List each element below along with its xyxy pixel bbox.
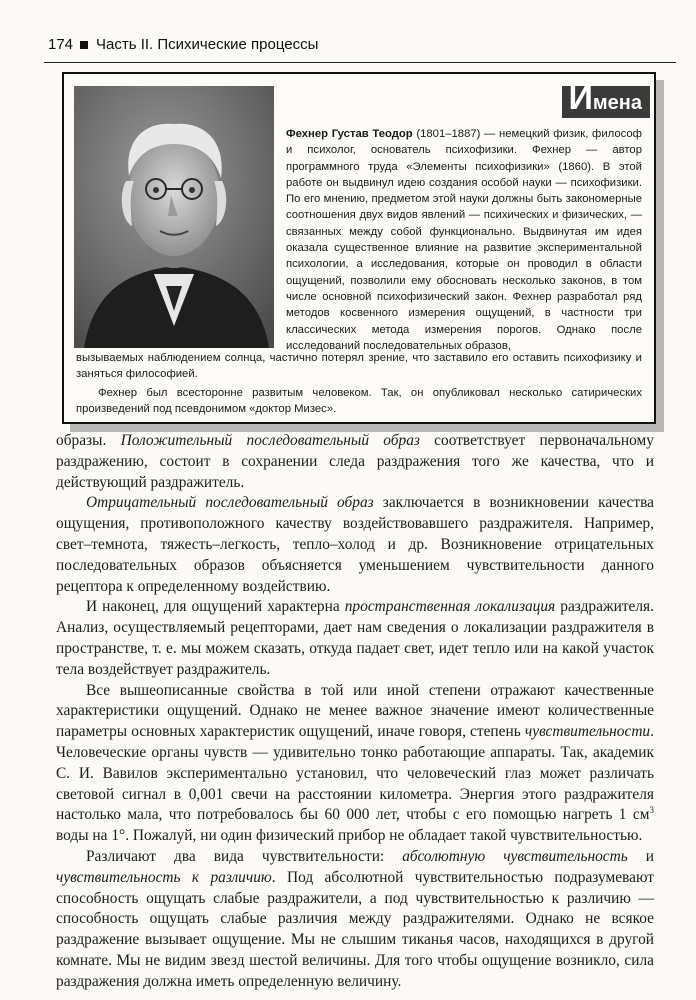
badge-rest: мена xyxy=(592,92,642,114)
bio-person-name: Фехнер Густав Теодор xyxy=(286,128,413,140)
paragraph-2 xyxy=(56,493,654,597)
paragraph-5 xyxy=(56,847,654,993)
portrait-photo xyxy=(74,86,274,348)
p5-text-c: и xyxy=(627,847,654,865)
bio-text-bottom xyxy=(76,350,642,417)
p1-text-a: образы. xyxy=(56,432,121,449)
paragraph-1 xyxy=(56,431,654,493)
p5-text-e: . Под абсолютной чувствительностью подразумевают способность ощущать слабые раздражители, а под чувствительностью к различию — способность ощущать слабые различия между раздражителями. Однако не всякое раздражение вызывает ощущение. Мы не слышим тиканья часов, находящихся в другой комнате. Мы не видим звезд шестой величины. Для того чтобы ощущение возникло, сила раздражения должна иметь определенную величину. xyxy=(56,868,655,990)
square-bullet-icon xyxy=(80,41,88,49)
p2-text-b: заключается в возникновении качества ощущения, противоположного качеству воздействовавшего раздражителя. Например, свет–темнота, тяжесть–легкость, тепло–холод и др. Возникновение отрицательных последовательных образов объясняется уменьшением чувствительности данного рецептора к определенному воздействию. xyxy=(56,494,654,595)
term-difference-sensitivity: чувствительность к различию xyxy=(56,868,272,886)
running-header xyxy=(48,36,318,53)
names-badge xyxy=(562,79,650,118)
bio-text-1: (1801–1887) — немецкий физик, философ и психолог, основатель психофизики. Фехнер — автор программного труда «Элементы психофизики» (1860). В этой работе он выдвинул идею создания особой науки — психофизики. По его мнению, предметом этой науки должны быть закономерные соотношения двух видов явлений — психических и физических, — связанных между собой функционально. Выдвинутая им идея оказала существенное влияние на развитие экспериментальной психологии, а исследования, которые он проводил в области ощущений, позволили ему обосновать несколько законов, в том числе основной психофизический закон. Фехнер разработал ряд методов косвенного измерения ощущений, в частности три классических метода измерения порогов. Однако после исследований последовательных образов, xyxy=(286,128,642,352)
bio-paragraph-3: Фехнер был всесторонне развитым человеком. Так, он опубликовал несколько сатирических произведений под псевдонимом «доктор Мизес». xyxy=(76,386,642,415)
header-rule xyxy=(44,62,676,63)
bio-paragraph-1 xyxy=(286,126,642,354)
p3-text-c: раздражителя. Анализ, осуществляемый рецепторами, дает нам сведения о локализации раздражителя в пространстве, т. е. мы можем сказать, откуда падает свет, идет тепло или на какой участок тела воздействует раздражитель. xyxy=(56,598,654,678)
p3-text-a: И наконец, для ощущений характерна xyxy=(86,598,345,616)
term-negative-afterimage: Отрицательный последовательный образ xyxy=(86,494,374,512)
page-number: 174 xyxy=(48,36,74,53)
term-positive-afterimage: Положительный последовательный образ xyxy=(120,432,420,449)
p4-text-d: воды на 1°. Пожалуй, ни один физический прибор не обладает такой чувствительностью. xyxy=(56,827,643,845)
bio-paragraph-2: вызываемых наблюдением солнца, частично потерял зрение, что заставило его оставить психофизику и заняться философией. xyxy=(76,352,642,381)
p1-text-c: соответствует первоначальному раздражению, состоит в сохранении следа раздражения того же качества, что и действующий раздражитель. xyxy=(56,432,654,491)
p4-text-c: . Человеческие органы чувств — удивительно тонко работающие аппараты. Так, академик С. И. Вавилов экспериментально установил, что человеческий глаз может различать световой сигнал в 0,001 свечи на расстоянии километра. Энергия этого раздражителя настолько мала, что потребовалось бы 60 000 лет, чтобы с его помощью нагреть 1 см xyxy=(56,723,654,824)
superscript-3: 3 xyxy=(649,805,654,816)
paragraph-3 xyxy=(56,597,654,680)
term-spatial-localization: пространственная локализация xyxy=(344,598,556,616)
section-title: Часть II. Психические процессы xyxy=(96,36,319,53)
term-sensitivity: чувствительности xyxy=(524,723,651,741)
term-absolute-sensitivity: абсолютную чувствительность xyxy=(402,847,628,865)
biography-sidebar xyxy=(62,72,656,424)
badge-initial: И xyxy=(568,79,593,117)
main-text xyxy=(56,431,654,993)
p5-text-a: Различают два вида чувствительности: xyxy=(86,847,403,865)
paragraph-4 xyxy=(56,681,654,847)
portrait-image xyxy=(74,86,274,348)
p4-text-a: Все вышеописанные свойства в той или иной степени отражают качественные характеристики ощущений. Однако не менее важное значение имеют количественные параметры основных характеристик ощущений, иначе говоря, степень xyxy=(56,681,654,741)
bio-text-right xyxy=(286,126,642,354)
